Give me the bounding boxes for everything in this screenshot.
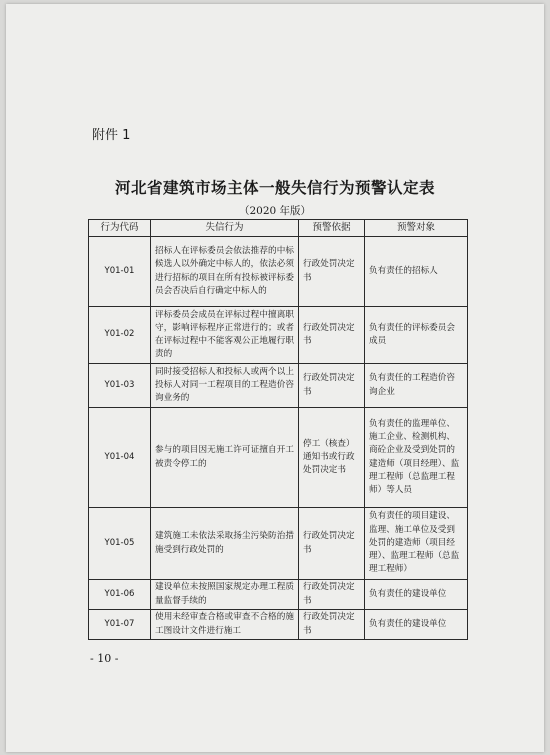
table-row <box>89 408 468 508</box>
row-code: Y01-07 <box>89 610 151 640</box>
row-target: 负有责任的招标人 <box>365 237 468 307</box>
row-basis: 行政处罚决定书 <box>299 508 365 580</box>
document-title: 河北省建筑市场主体一般失信行为预警认定表 <box>114 179 435 197</box>
row-basis: 行政处罚决定书 <box>299 364 365 408</box>
row-target: 负有责任的项目建设、监理、施工单位及受到处罚的建造师（项目经理）、监理工程师（总监理工程师） <box>365 508 468 580</box>
table-row <box>89 307 468 364</box>
table-row <box>89 580 468 610</box>
row-code: Y01-02 <box>89 307 151 364</box>
row-behavior: 建筑施工未依法采取扬尘污染防治措施受到行政处罚的 <box>151 508 299 580</box>
attachment-label: 附件 1 <box>92 128 131 143</box>
row-target: 负有责任的工程造价咨询企业 <box>365 364 468 408</box>
table-row <box>89 237 468 307</box>
table-row <box>89 508 468 580</box>
table-row <box>89 610 468 640</box>
table-row <box>89 364 468 408</box>
row-code: Y01-05 <box>89 508 151 580</box>
row-basis: 行政处罚决定书 <box>299 307 365 364</box>
row-basis: 停工（核查）通知书或行政处罚决定书 <box>299 408 365 508</box>
row-behavior: 同时接受招标人和投标人或两个以上投标人对同一工程项目的工程造价咨询业务的 <box>151 364 299 408</box>
row-target: 负有责任的建设单位 <box>365 580 468 610</box>
header-target: 预警对象 <box>365 220 468 237</box>
row-code: Y01-03 <box>89 364 151 408</box>
row-basis: 行政处罚决定书 <box>299 580 365 610</box>
header-code: 行为代码 <box>89 220 151 237</box>
row-code: Y01-04 <box>89 408 151 508</box>
table-header-row <box>89 220 468 237</box>
row-basis: 行政处罚决定书 <box>299 237 365 307</box>
row-target: 负有责任的监理单位、施工企业、检测机构、商砼企业及受到处罚的建造师（项目经理）、监理工程师（总监理工程师）等人员 <box>365 408 468 508</box>
row-target: 负有责任的评标委员会成员 <box>365 307 468 364</box>
warning-table <box>88 219 468 640</box>
row-code: Y01-01 <box>89 237 151 307</box>
row-behavior: 招标人在评标委员会依法推荐的中标候选人以外确定中标人的，依法必须进行招标的项目在所有投标被评标委员会否决后自行确定中标人的 <box>151 237 299 307</box>
row-target: 负有责任的建设单位 <box>365 610 468 640</box>
header-basis: 预警依据 <box>299 220 365 237</box>
row-behavior: 评标委员会成员在评标过程中擅离职守，影响评标程序正常进行的；或者在评标过程中不能客观公正地履行职责的 <box>151 307 299 364</box>
row-behavior: 参与的项目因无施工许可证擅自开工被责令停工的 <box>151 408 299 508</box>
row-behavior: 使用未经审查合格或审查不合格的施工图设计文件进行施工 <box>151 610 299 640</box>
row-basis: 行政处罚决定书 <box>299 610 365 640</box>
row-behavior: 建设单位未按照国家规定办理工程质量监督手续的 <box>151 580 299 610</box>
header-behavior: 失信行为 <box>151 220 299 237</box>
document-subtitle: （2020 年版） <box>238 205 312 217</box>
row-code: Y01-06 <box>89 580 151 610</box>
page-number: - 10 - <box>90 652 119 665</box>
